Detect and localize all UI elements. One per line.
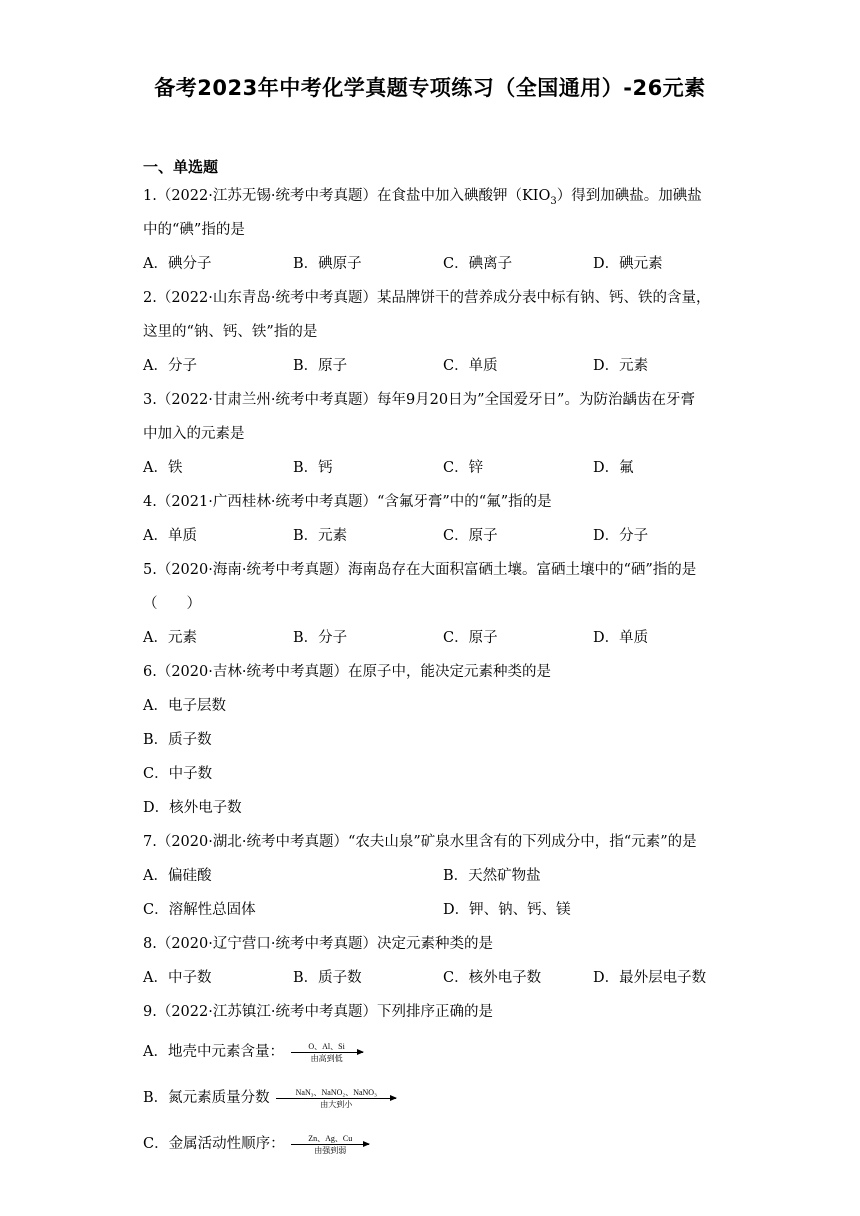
question-5-option-b[interactable]: B．分子 [293,630,348,646]
document-title: 备考2023年中考化学真题专项练习（全国通用）-26元素 [154,76,706,100]
reaction-arrow-icon [291,1042,363,1063]
question-8-options [143,961,723,995]
question-3-stem: 3.（2022·甘肃兰州·统考中考真题）每年9月20日为”全国爱牙日”。为防治龋齿在牙膏 [143,392,695,408]
arrow-top-text: O、Al、Si [308,1041,345,1051]
question-1-option-d[interactable]: D．碘元素 [593,256,663,272]
question-3-options [143,451,723,485]
question-1-options [143,247,723,281]
question-2-option-c[interactable]: C．单质 [443,358,498,374]
question-5-options [143,621,723,655]
question-8-option-b[interactable]: B．质子数 [293,970,362,986]
question-7-option-a[interactable]: A．偏硅酸 [143,868,212,884]
question-4-option-a[interactable]: A．单质 [143,528,197,544]
question-4-stem: 4.（2021·广西桂林·统考中考真题）“含氟牙膏”中的“氟”指的是 [143,494,552,510]
question-1-stem [143,179,723,213]
reaction-arrow-icon [291,1134,369,1155]
arrow-shaft [291,1052,363,1053]
arrow-top-text: NaN₃、NaNO₂、NaNO₃ [295,1087,377,1097]
arrow-shaft [291,1144,369,1145]
arrow-bottom-text: 由大到小 [320,1099,353,1109]
question-5-stem: 5.（2020·海南·统考中考真题）海南岛存在大面积富硒土壤。富硒土壤中的“硒”指的是 [143,562,697,578]
question-6-option-c[interactable]: C．中子数 [143,766,213,782]
question-3-option-b[interactable]: B．钙 [293,460,333,476]
question-7-stem: 7.（2020·湖北·统考中考真题）“农夫山泉”矿泉水里含有的下列成分中，指“元素”的是 [143,834,697,850]
arrow-bottom-text: 由强到弱 [314,1145,347,1155]
arrow-top-text: Zn、Ag、Cu [308,1133,353,1143]
question-7-option-d[interactable]: D．钾、钠、钙、镁 [443,902,571,918]
question-5-option-c[interactable]: C．原子 [443,630,498,646]
section-heading: 一、单选题 [143,158,219,176]
question-9-option-c-label: C．金属活动性顺序： [143,1136,285,1152]
question-1-option-a[interactable]: A．碘分子 [143,256,212,272]
question-4-options [143,519,723,553]
question-6-stem: 6.（2020·吉林·统考中考真题）在原子中，能决定元素种类的是 [143,664,551,680]
question-8-option-a[interactable]: A．中子数 [143,970,212,986]
question-4-option-d[interactable]: D．分子 [593,528,649,544]
question-4-option-c[interactable]: C．原子 [443,528,498,544]
question-6-option-a[interactable]: A．电子层数 [143,698,226,714]
question-1-stem-part1: 1.（2022·江苏无锡·统考中考真题）在食盐中加入碘酸钾（KIO [143,188,551,204]
question-7-option-c[interactable]: C．溶解性总固体 [143,902,256,918]
question-9-option-a-label: A．地壳中元素含量： [143,1044,284,1060]
question-3-option-a[interactable]: A．铁 [143,460,183,476]
question-2-option-d[interactable]: D．元素 [593,358,649,374]
question-2-stem: 2.（2022·山东青岛·统考中考真题）某品牌饼干的营养成分表中标有钠、钙、铁的含量， [143,290,711,306]
question-9-option-b-label: B．氮元素质量分数 [143,1090,270,1106]
question-2-option-a[interactable]: A．分子 [143,358,197,374]
question-4-option-b[interactable]: B．元素 [293,528,348,544]
question-9-stem: 9.（2022·江苏镇江·统考中考真题）下列排序正确的是 [143,1004,493,1020]
question-5-stem-cont: （ ） [143,596,201,612]
question-7-options-row2 [143,893,723,927]
question-1-option-b[interactable]: B．碘原子 [293,256,362,272]
question-7-options-row1 [143,859,723,893]
question-1-subscript: 3 [550,195,557,207]
question-9-option-a[interactable] [143,1029,723,1075]
question-1-stem-part2: ）得到加碘盐。加碘盐 [556,188,702,204]
question-1-stem-cont: 中的“碘”指的是 [143,222,245,238]
question-8-option-c[interactable]: C．核外电子数 [443,970,542,986]
question-1-option-c[interactable]: C．碘离子 [443,256,513,272]
question-5-option-a[interactable]: A．元素 [143,630,197,646]
question-2-option-b[interactable]: B．原子 [293,358,348,374]
question-8-option-d[interactable]: D．最外层电子数 [593,970,707,986]
arrow-bottom-text: 由高到低 [310,1053,343,1063]
question-7-option-b[interactable]: B．天然矿物盐 [443,868,541,884]
question-3-option-c[interactable]: C．锌 [443,460,484,476]
question-2-stem-cont: 这里的“钠、钙、铁”指的是 [143,324,318,340]
question-9-option-b[interactable] [143,1075,723,1121]
question-5-option-d[interactable]: D．单质 [593,630,649,646]
reaction-arrow-icon [276,1088,396,1109]
question-8-stem: 8.（2020·辽宁营口·统考中考真题）决定元素种类的是 [143,936,493,952]
question-3-stem-cont: 中加入的元素是 [143,426,245,442]
question-9-option-c[interactable] [143,1121,723,1167]
question-3-option-d[interactable]: D．氟 [593,460,634,476]
question-6-option-b[interactable]: B．质子数 [143,732,212,748]
question-2-options [143,349,723,383]
question-list [143,155,723,1167]
arrow-shaft [276,1098,396,1099]
question-6-option-d[interactable]: D．核外电子数 [143,800,242,816]
